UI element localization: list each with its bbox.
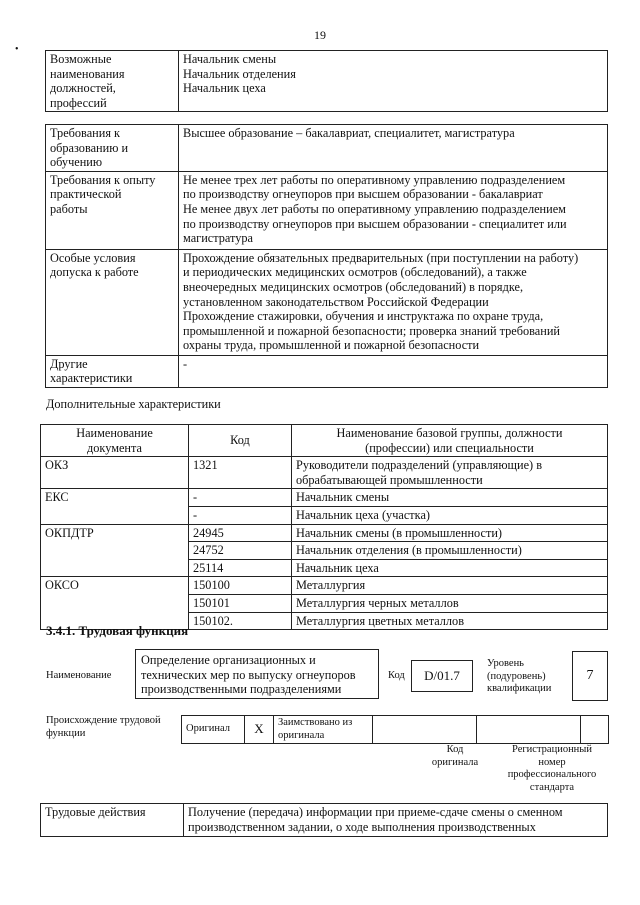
code-label: Код (388, 670, 405, 681)
positions-table (45, 50, 608, 112)
row-code: 150102. (189, 612, 292, 630)
requirements-label: Требования к опыту практической работы (46, 171, 179, 249)
origin-empty-cell (373, 716, 477, 744)
requirements-table (45, 124, 608, 388)
row-code: 24945 (189, 524, 292, 542)
labor-function-heading: 3.4.1. Трудовая функция (46, 623, 189, 638)
requirements-label: Особые условия допуска к работе (46, 249, 179, 355)
qualification-level-label: Уровень (подуровень) квалификации (487, 658, 552, 694)
row-name: Начальник смены (292, 489, 608, 507)
row-code: 24752 (189, 542, 292, 560)
requirements-row-education (46, 125, 608, 172)
row-document: ЕКС (41, 489, 189, 524)
requirements-value: Прохождение обязательных предварительных (при поступлении на работу) и периодических медицинских осмотров (обследований), а также внеочередных медицинских осмотров (обследований) в порядке, установленном законодательством Российской Федерации Прохождение стажировки, обучения и инструктажа по охране труда, промышленной и пожарной безопасности; проверка знаний требований охраны труда, промышленной и пожарной безопасности (179, 249, 608, 355)
qualification-level-box: 7 (572, 651, 608, 701)
code-value-box: D/01.7 (411, 660, 473, 692)
function-name-label: Наименование (46, 670, 112, 681)
margin-mark: • (15, 44, 19, 55)
row-document: ОКЗ (41, 457, 189, 489)
requirements-label: Требования к образованию и обучению (46, 125, 179, 172)
requirements-value: - (179, 355, 608, 387)
registration-number-caption: Регистрационный номер профессионального стандарта (507, 744, 597, 793)
origin-borrowed-label: Заимствовано из оригинала (274, 716, 373, 744)
row-name: Металлургия черных металлов (292, 594, 608, 612)
labor-actions-value: Получение (передача) информации при приеме-сдаче смены о сменном производственном задании, о ходе выполнения производственных (184, 804, 608, 837)
header-code: Код (189, 425, 292, 457)
positions-values-cell: Начальник смены Начальник отделения Начальник цеха (179, 51, 608, 112)
table-row (41, 577, 608, 595)
row-code: 150100 (189, 577, 292, 595)
row-name: Начальник цеха (участка) (292, 506, 608, 524)
table-row (41, 489, 608, 507)
origin-original-label: Оригинал (182, 716, 245, 744)
row-document: ОКПДТР (41, 524, 189, 577)
requirements-row-experience (46, 171, 608, 249)
row-name: Начальник цеха (292, 559, 608, 577)
requirements-label: Другие характеристики (46, 355, 179, 387)
row-name: Руководители подразделений (управляющие) в обрабатывающей промышленности (292, 457, 608, 489)
row-name: Начальник смены (в промышленности) (292, 524, 608, 542)
requirements-row-other (46, 355, 608, 387)
origin-table (181, 715, 609, 744)
additional-header-row (41, 425, 608, 457)
header-document: Наименование документа (41, 425, 189, 457)
page-number: 19 (314, 28, 326, 42)
origin-reg-cell (581, 716, 609, 744)
row-code: 150101 (189, 594, 292, 612)
labor-actions-table (40, 803, 608, 837)
row-name: Начальник отделения (в промышленности) (292, 542, 608, 560)
origin-original-mark: X (245, 716, 274, 744)
function-name-box: Определение организационных и технических мер по выпуску огнеупоров производственными подразделениями (135, 649, 379, 699)
positions-label-cell: Возможные наименования должностей, профессий (46, 51, 179, 112)
labor-actions-label: Трудовые действия (41, 804, 184, 837)
additional-table (40, 424, 608, 630)
origin-code-cell (477, 716, 581, 744)
table-row (41, 524, 608, 542)
requirements-value: Не менее трех лет работы по оперативному управлению подразделением по производству огнеупоров при высшем образовании - бакалавриат Не менее двух лет работы по оперативному управлению подразделением по производству огнеупоров при высшем образовании - специалитет или магистратура (179, 171, 608, 249)
row-code: - (189, 506, 292, 524)
table-row (41, 457, 608, 489)
row-code: - (189, 489, 292, 507)
requirements-value: Высшее образование – бакалавриат, специалитет, магистратура (179, 125, 608, 172)
header-name: Наименование базовой группы, должности (профессии) или специальности (292, 425, 608, 457)
row-document: ОКСО (41, 577, 189, 630)
additional-characteristics-title: Дополнительные характеристики (46, 397, 221, 411)
code-original-caption: Код оригинала (431, 744, 479, 768)
row-name: Металлургия цветных металлов (292, 612, 608, 630)
row-code: 1321 (189, 457, 292, 489)
row-code: 25114 (189, 559, 292, 577)
origin-label: Происхождение трудовой функции (46, 715, 161, 739)
requirements-row-admission (46, 249, 608, 355)
row-name: Металлургия (292, 577, 608, 595)
